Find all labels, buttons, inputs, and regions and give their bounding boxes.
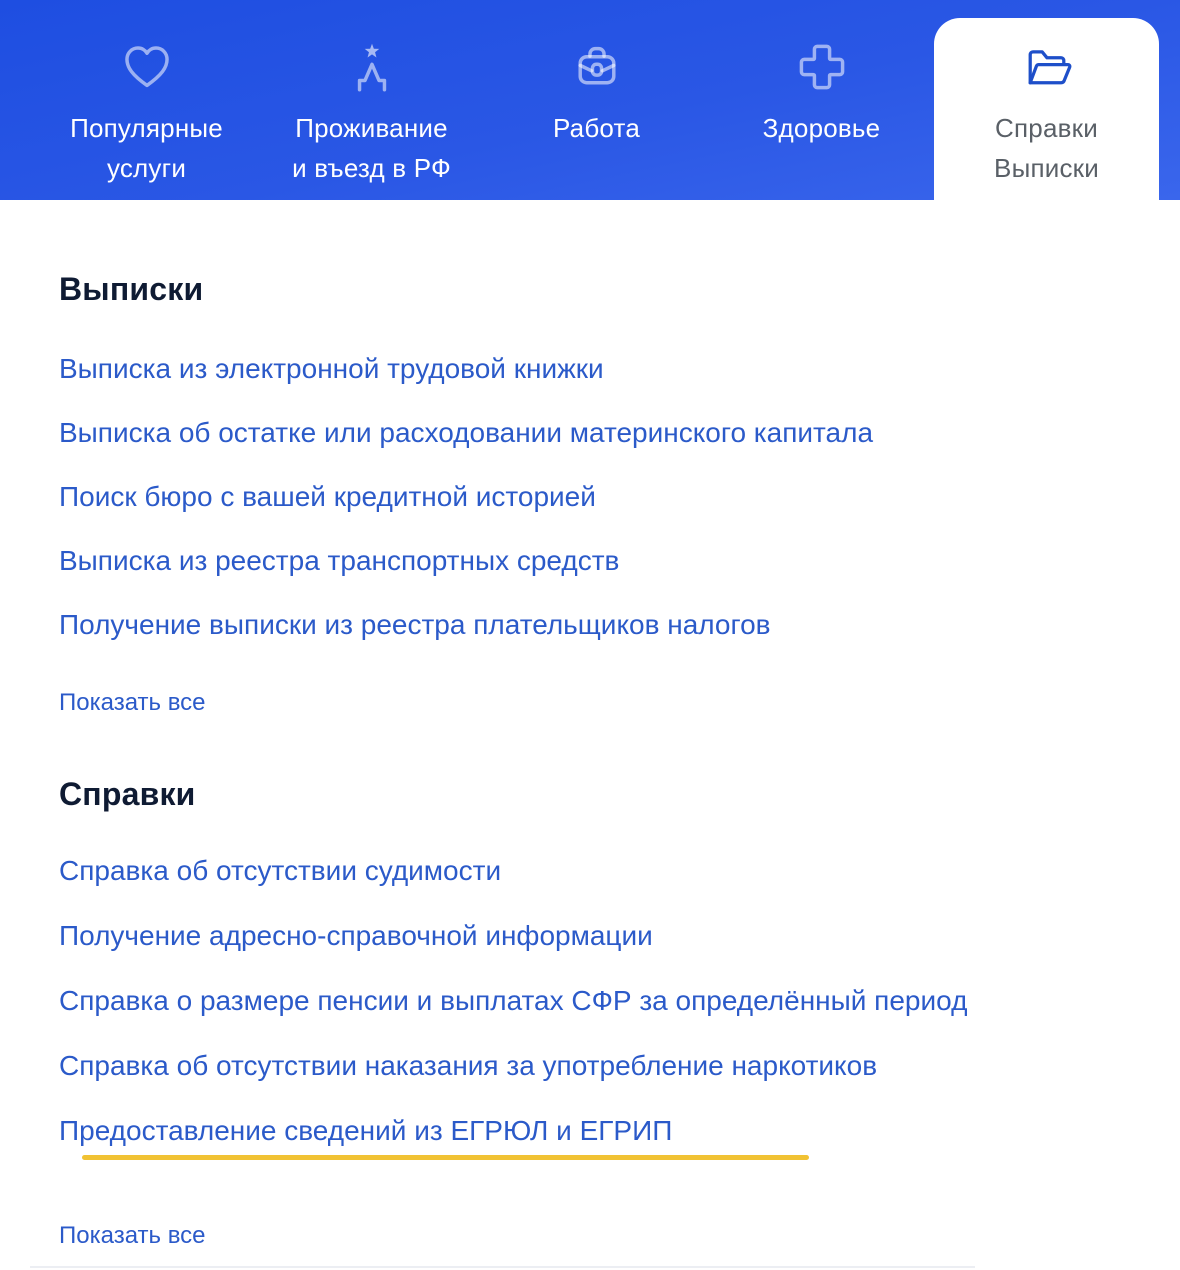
tab-label: Справки Выписки (994, 113, 1099, 183)
link-list (59, 856, 1140, 1160)
tab-label: Популярные услуги (70, 113, 223, 183)
service-link[interactable]: Справка об отсутствии судимости (59, 855, 502, 886)
tab-health[interactable] (709, 0, 934, 200)
section-vypiski (59, 273, 1140, 716)
service-link[interactable]: Получение адресно-справочной информации (59, 920, 653, 951)
service-link[interactable]: Справка о размере пенсии и выплатах СФР за определённый период (59, 985, 968, 1016)
service-link-highlighted[interactable]: Предоставление сведений из ЕГРЮЛ и ЕГРИП (59, 1115, 673, 1146)
tab-label: Проживание и въезд в РФ (292, 113, 451, 183)
folder-open-icon (1018, 38, 1076, 96)
kremlin-tower-icon (343, 38, 401, 96)
highlight-underline (82, 1155, 809, 1160)
link-list (59, 354, 1140, 640)
tab-certificates-extracts[interactable] (934, 18, 1159, 200)
category-tab-bar (0, 0, 1180, 200)
health-cross-icon (793, 38, 851, 96)
services-panel (0, 273, 1180, 1249)
service-link[interactable]: Выписка из электронной трудовой книжки (59, 353, 604, 384)
tab-work[interactable] (484, 0, 709, 200)
tab-label: Работа (553, 113, 640, 143)
partial-next-row-divider (30, 1266, 975, 1268)
service-link[interactable]: Получение выписки из реестра плательщиков налогов (59, 609, 771, 640)
briefcase-icon (568, 38, 626, 96)
section-title: Выписки (59, 271, 204, 307)
show-all-link[interactable]: Показать все (59, 689, 206, 716)
section-title: Справки (59, 776, 196, 812)
heart-icon (118, 38, 176, 96)
section-spravki (59, 778, 1140, 1249)
service-link[interactable]: Выписка об остатке или расходовании материнского капитала (59, 417, 874, 448)
service-link[interactable]: Справка об отсутствии наказания за употребление наркотиков (59, 1050, 878, 1081)
show-all-link[interactable]: Показать все (59, 1222, 206, 1249)
service-link[interactable]: Поиск бюро с вашей кредитной историей (59, 481, 596, 512)
tab-residence-entry[interactable] (259, 0, 484, 200)
tab-label: Здоровье (762, 113, 881, 143)
tab-popular-services[interactable] (34, 0, 259, 200)
service-link[interactable]: Выписка из реестра транспортных средств (59, 545, 620, 576)
